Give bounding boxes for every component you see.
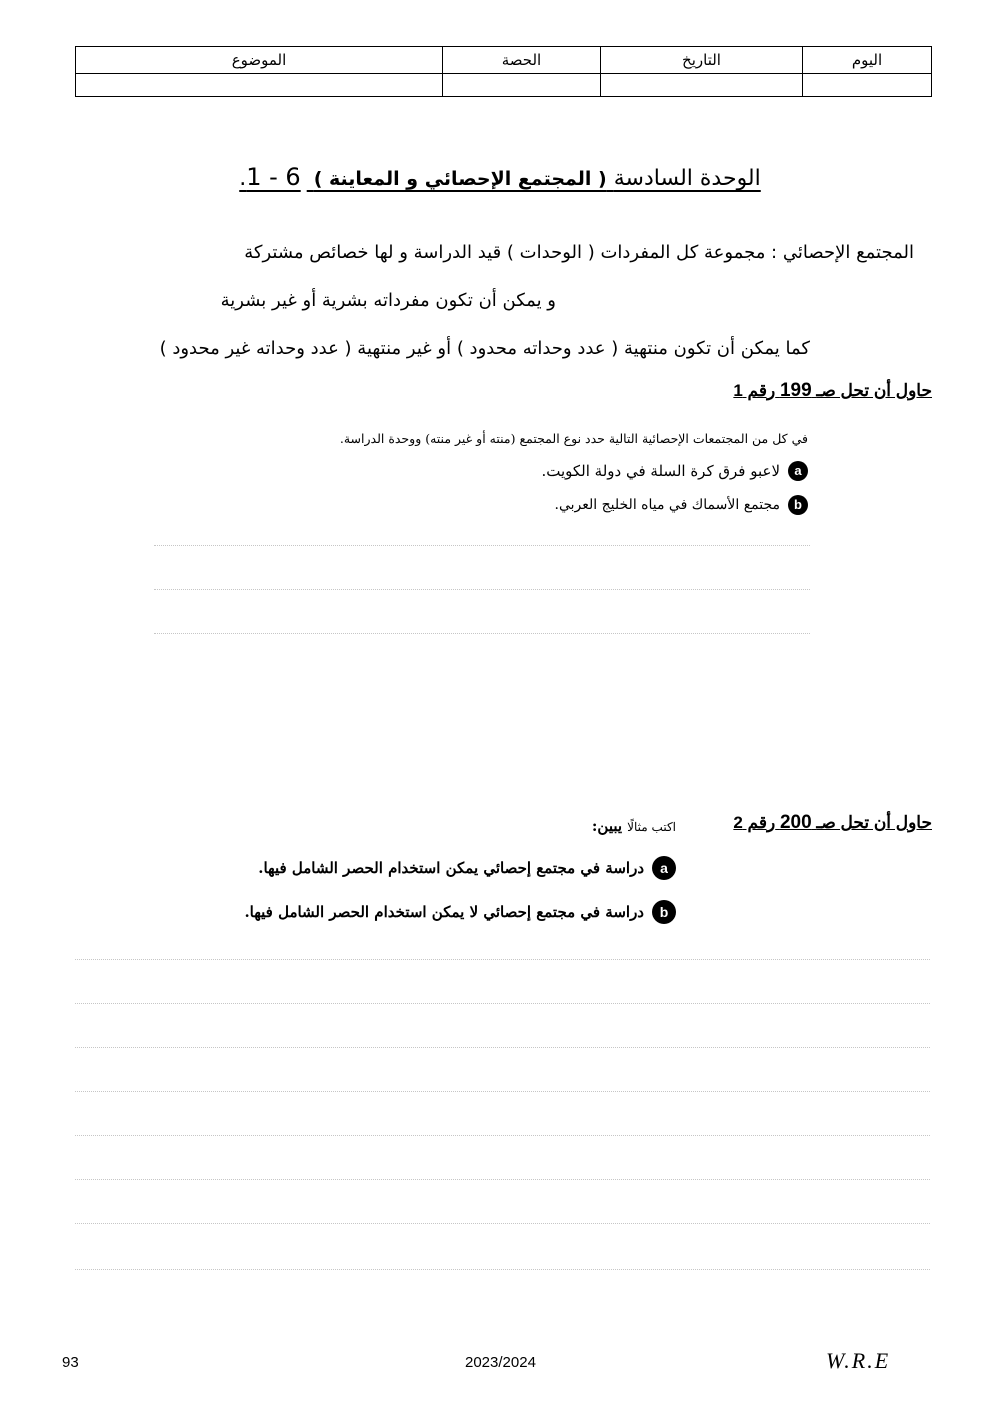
exercise-1-item-b <box>555 495 808 515</box>
definition-line-2: و يمكن أن تكون مفرداته بشرية أو غير بشرية <box>220 290 556 311</box>
answer-line[interactable] <box>75 1003 930 1004</box>
header-table <box>75 46 932 97</box>
exercise-1-number: رقم 1 <box>733 381 776 400</box>
badge-b-icon: b <box>788 495 808 515</box>
answer-line[interactable] <box>154 633 810 634</box>
header-cell-day: اليوم <box>803 47 932 74</box>
exercise-2-item-b <box>244 900 676 924</box>
exercise-1-page: 199 <box>779 380 812 401</box>
unit-topic: ( المجتمع الإحصائي و المعاينة ) <box>313 168 607 190</box>
header-cell-subject: الموضوع <box>76 47 443 74</box>
answer-line[interactable] <box>154 589 810 590</box>
exercise-2-prompt-bold: يبين: <box>591 817 623 835</box>
exercise-2-heading-text: حاول أن تحل صـ <box>816 813 932 832</box>
badge-b-icon: b <box>652 900 676 924</box>
exercise-1-item-a-text: لاعبو فرق كرة السلة في دولة الكويت. <box>541 462 780 480</box>
exercise-2-item-a <box>258 856 676 880</box>
definition-line-1: المجتمع الإحصائي : مجموعة كل المفردات ( الوحدات ) قيد الدراسة و لها خصائص مشتركة <box>244 242 914 263</box>
header-input-period[interactable] <box>443 74 601 97</box>
exercise-1-instruction: في كل من المجتمعات الإحصائية التالية حدد نوع المجتمع (منته أو غير منته) ووحدة الدراسة. <box>339 431 808 446</box>
badge-a-icon: a <box>788 461 808 481</box>
exercise-2-page: 200 <box>779 812 812 833</box>
header-input-day[interactable] <box>803 74 932 97</box>
unit-prefix: الوحدة السادسة <box>613 166 761 191</box>
header-input-subject[interactable] <box>76 74 443 97</box>
answer-line[interactable] <box>75 959 930 960</box>
header-cell-date: التاريخ <box>601 47 803 74</box>
exercise-2-heading <box>733 812 932 834</box>
answer-line[interactable] <box>75 1047 930 1048</box>
header-cell-period: الحصة <box>443 47 601 74</box>
badge-a-icon: a <box>652 856 676 880</box>
exercise-1-item-a <box>541 461 808 481</box>
author-signature: W.R.E <box>826 1348 891 1373</box>
exercise-2-prompt <box>592 816 676 835</box>
unit-number: 1 - 6 <box>246 163 301 191</box>
answer-line[interactable] <box>75 1179 930 1180</box>
exercise-1-heading <box>733 380 932 402</box>
exercise-1-item-b-text: مجتمع الأسماك في مياه الخليج العربي. <box>554 497 780 513</box>
answer-line[interactable] <box>75 1269 930 1270</box>
school-year: 2023/2024 <box>465 1354 536 1371</box>
definition-line-3: كما يمكن أن تكون منتهية ( عدد وحداته محدود ) أو غير منتهية ( عدد وحداته غير محدود ) <box>159 338 810 359</box>
answer-line[interactable] <box>154 545 810 546</box>
exercise-2-prompt-small: اكتب مثالًا <box>627 820 676 834</box>
answer-line[interactable] <box>75 1091 930 1092</box>
answer-line[interactable] <box>75 1135 930 1136</box>
answer-line[interactable] <box>75 1223 930 1224</box>
unit-title <box>200 163 800 191</box>
header-input-date[interactable] <box>601 74 803 97</box>
exercise-1-heading-text: حاول أن تحل صـ <box>816 381 932 400</box>
exercise-2-number: رقم 2 <box>733 813 776 832</box>
exercise-2-item-a-text: دراسة في مجتمع إحصائي يمكن استخدام الحصر الشامل فيها. <box>258 859 644 877</box>
page-number: 93 <box>62 1354 79 1371</box>
unit-suffix: . <box>239 166 247 191</box>
exercise-2-item-b-text: دراسة في مجتمع إحصائي لا يمكن استخدام الحصر الشامل فيها. <box>244 903 644 921</box>
